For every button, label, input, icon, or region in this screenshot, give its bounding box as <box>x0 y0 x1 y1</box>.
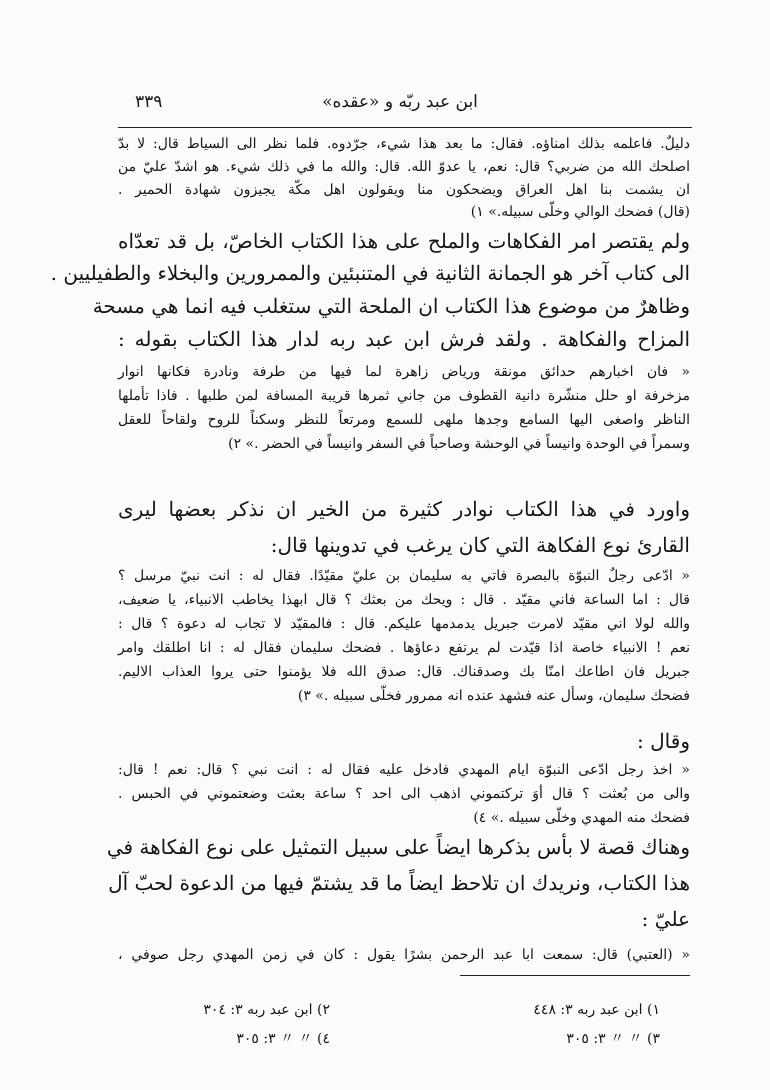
paragraph-line: عليّ : <box>641 907 690 931</box>
quote-line: فضحك منه المهدي وخلّى سبيله .» ٤) <box>473 810 690 826</box>
paragraph-line: وهناك قصة لا بأس بذكرها ايضاً على سبيل التمثيل على نوع الفكاهة في <box>106 835 690 859</box>
quote-line: مزخرفة او حلل منشّرة دانية القطوف من جاني ثمرها قريبة المسافة لمن طلبها . فاذا تأملها <box>118 388 690 404</box>
text-line: اصلحك الله من ضربي؟ قال: نعم، يا عدوّ الله. قال: والله ما في ذلك شيء. هو اشدّ عليّ من <box>118 159 690 175</box>
text-line: (قال) فضحك الوالي وخلّى سبيله.» ١) <box>470 204 690 220</box>
quote-line: « ادّعى رجلٌ النبوّة بالبصرة فاتي به سليمان بن عليّ مقيّدًا. فقال له : انت نبيّ مرسل ؟ <box>118 568 690 584</box>
paragraph-line: القارئ نوع الفكاهة التي كان يرغب في تدوينها قال: <box>270 533 690 557</box>
quote-line: وسمراً في الوحدة وانيساً في الوحشة وصاحباً في السفر وانيساً في الحضر .» ٢) <box>228 436 690 452</box>
paragraph-line: وظاهرٌ من موضوع هذا الكتاب ان الملحة التي ستغلب فيه انما هي مسحة <box>92 294 690 318</box>
footnote-2: ٢) ابن عبد ربه ٣: ٣٠٤ <box>203 1002 330 1018</box>
quote-line: الناظر واصغى اليها السامع وجدها ملهى للسمع ومرتعاً للنظر وسكناً للروح ولقاحاً للعقل <box>118 412 690 428</box>
quote-line: والى من بُعثت ؟ قال أوَ تركتموني اذهب الى احد ؟ ساعة بعثت وضعتموني في الحبس . <box>118 786 690 802</box>
footnote-rule <box>460 975 690 976</box>
paragraph-line: واورد في هذا الكتاب نوادر كثيرة من الخير ان نذكر بعضها ليرى <box>118 497 690 521</box>
quote-line: فضحك سليمان، وسأل عنه فشهد عنده انه ممرور فخلّى سبيله .» ٣) <box>297 688 690 704</box>
quote-line: « فان اخبارهم حدائق مونقة ورياض زاهرة لما فيها من طرفة ونادرة فكانها انوار <box>118 364 690 380</box>
quote-line: قال : اما الساعة فاني مقيّد . قال : ويحك من بعثك ؟ قال ابهذا يخاطب الانبياء، يا ضعيف، <box>118 592 690 608</box>
footnote-1: ١) ابن عبد ربه ٣: ٤٤٨ <box>533 1002 660 1018</box>
text-line: دليلٌ. فاعلمه بذلك امناؤه. فقال: ما بعد هذا شيء، جرّدوه. فلما نظر الى السياط قال: لا بدّ <box>118 136 690 152</box>
quote-line: والله لولا اني مقيّد لامرت جبريل يدمدمها عليكم. قال : فالمقيّد لا تجاب له دعوة ؟ قال : <box>118 616 690 632</box>
paragraph-line: ولم يقتصر امر الفكاهات والملح على هذا الكتاب الخاصّ، بل قد تعدّاه <box>118 229 690 253</box>
quote-line: نعم ! الانبياء خاصة اذا قيّدت لم يرتفع دعاؤها . فضحك سليمان فقال له : انا اطلقك وامر <box>118 640 690 656</box>
footnote-3: ٣) 〃 〃 ٣: ٣٠٥ <box>566 1031 660 1047</box>
running-header-title: ابن عبد ربّه و «عقده» <box>322 92 478 112</box>
quote-line: جبريل فان اطاعك امنّا بك وصدقناك. قال: صدق الله فلا يؤمنوا حتى يروا العذاب الاليم. <box>118 664 690 680</box>
quote-line: « اخذ رجل ادّعى النبوّة ايام المهدي فادخل عليه فقال له : انت نبي ؟ قال: نعم ! قال: <box>118 762 690 778</box>
paragraph-line: وقال : <box>637 729 690 753</box>
page-number: ٣٣٩ <box>135 92 163 112</box>
header-rule <box>118 127 692 128</box>
paragraph-line: المزاح والفكاهة . ولقد فرش ابن عبد ربه لدار هذا الكتاب بقوله : <box>118 327 690 351</box>
footnote-4: ٤) 〃 〃 ٣: ٣٠٥ <box>236 1031 330 1047</box>
paragraph-line: هذا الكتاب، ونريدك ان تلاحظ ايضاً ما قد يشتمّ فيها من الدعوة لحبّ آل <box>108 871 690 895</box>
text-line: ان يشمت بنا اهل العراق ويضحكون منا ويقولون اهل مكّة يجيزون شهادة الحمير . <box>118 182 690 198</box>
paragraph-line: الى كتاب آخر هو الجمانة الثانية في المتنبئين والممرورين والبخلاء والطفيليين . <box>50 261 690 285</box>
quote-line: « (العتبي) قال: سمعت ابا عبد الرحمن بشرًا يقول : كان في زمن المهدي رجل صوفي ، <box>118 947 690 963</box>
